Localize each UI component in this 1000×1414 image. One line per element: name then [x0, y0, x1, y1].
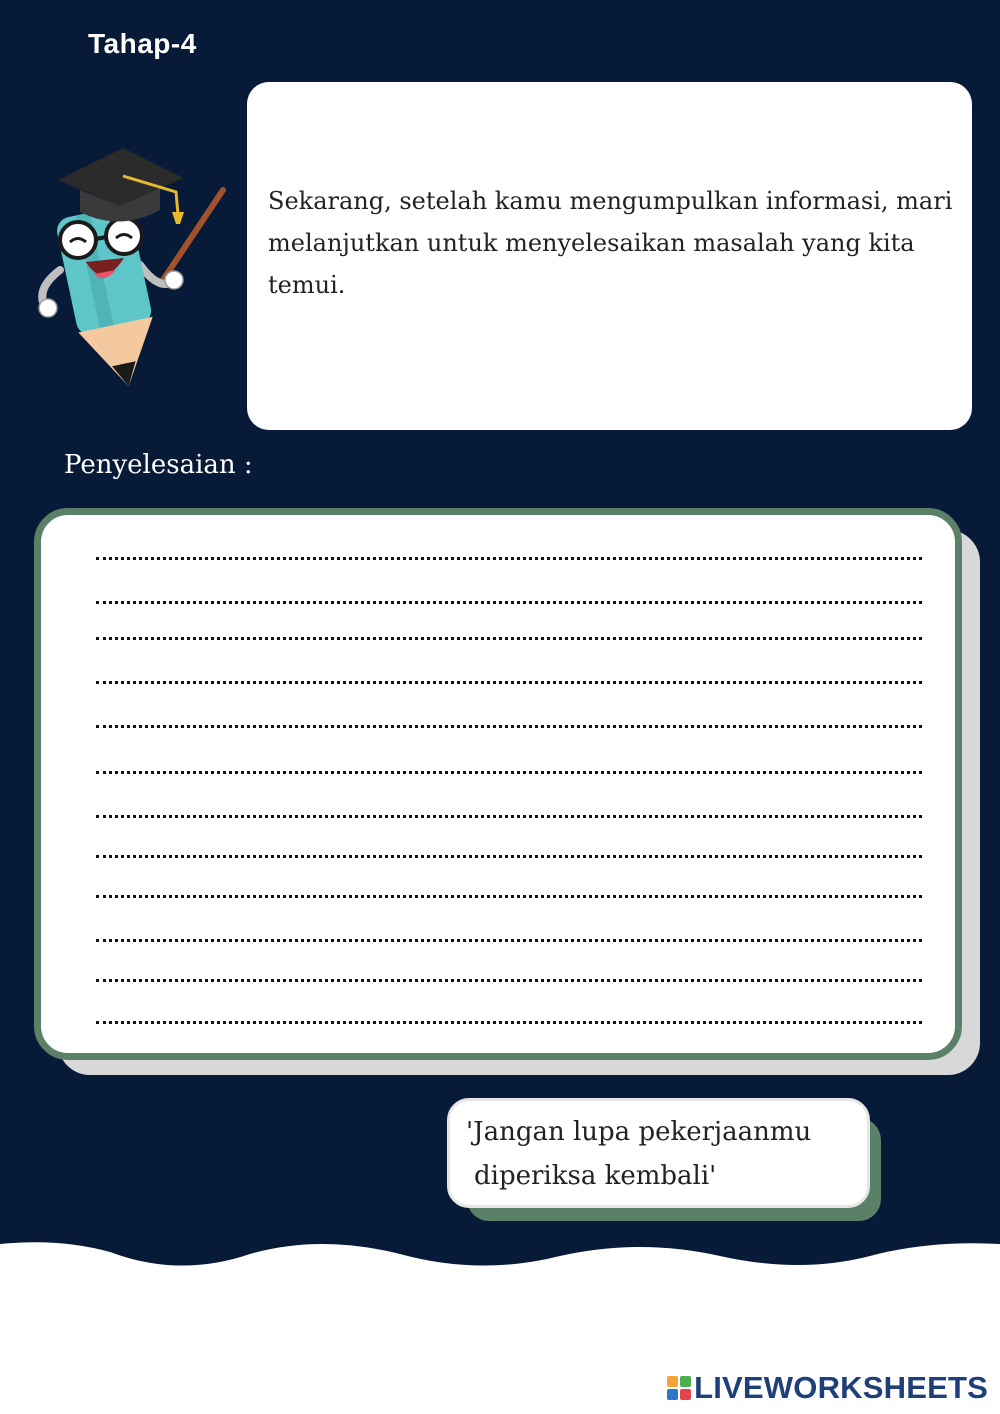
answer-line[interactable]: [96, 939, 922, 942]
answer-line[interactable]: [96, 557, 922, 560]
answer-line[interactable]: [96, 979, 922, 982]
answer-line[interactable]: [96, 895, 922, 898]
answer-line[interactable]: [96, 855, 922, 858]
brand-name: LIVEWORKSHEETS: [694, 1370, 988, 1405]
answer-line[interactable]: [96, 771, 922, 774]
info-card: [247, 82, 972, 430]
answer-box[interactable]: [34, 508, 962, 1060]
note-line-1: 'Jangan lupa pekerjaanmu: [466, 1117, 812, 1147]
brand-logo[interactable]: [667, 1370, 988, 1406]
answer-line[interactable]: [96, 725, 922, 728]
answer-line[interactable]: [96, 1021, 922, 1024]
stage-title: Tahap-4: [88, 28, 197, 59]
info-text: Sekarang, setelah kamu mengumpulkan informasi, mari melanjutkan untuk menyelesaikan masalah yang kita temui.: [268, 187, 953, 299]
solution-label: Penyelesaian :: [64, 450, 253, 480]
answer-line[interactable]: [96, 815, 922, 818]
answer-line[interactable]: [96, 601, 922, 604]
answer-line[interactable]: [96, 681, 922, 684]
note-line-2: diperiksa kembali': [474, 1161, 717, 1191]
liveworksheets-logo-icon: [667, 1376, 691, 1400]
reminder-note: [447, 1098, 870, 1208]
answer-line[interactable]: [96, 637, 922, 640]
pencil-graduate-mascot-icon: [28, 140, 238, 395]
